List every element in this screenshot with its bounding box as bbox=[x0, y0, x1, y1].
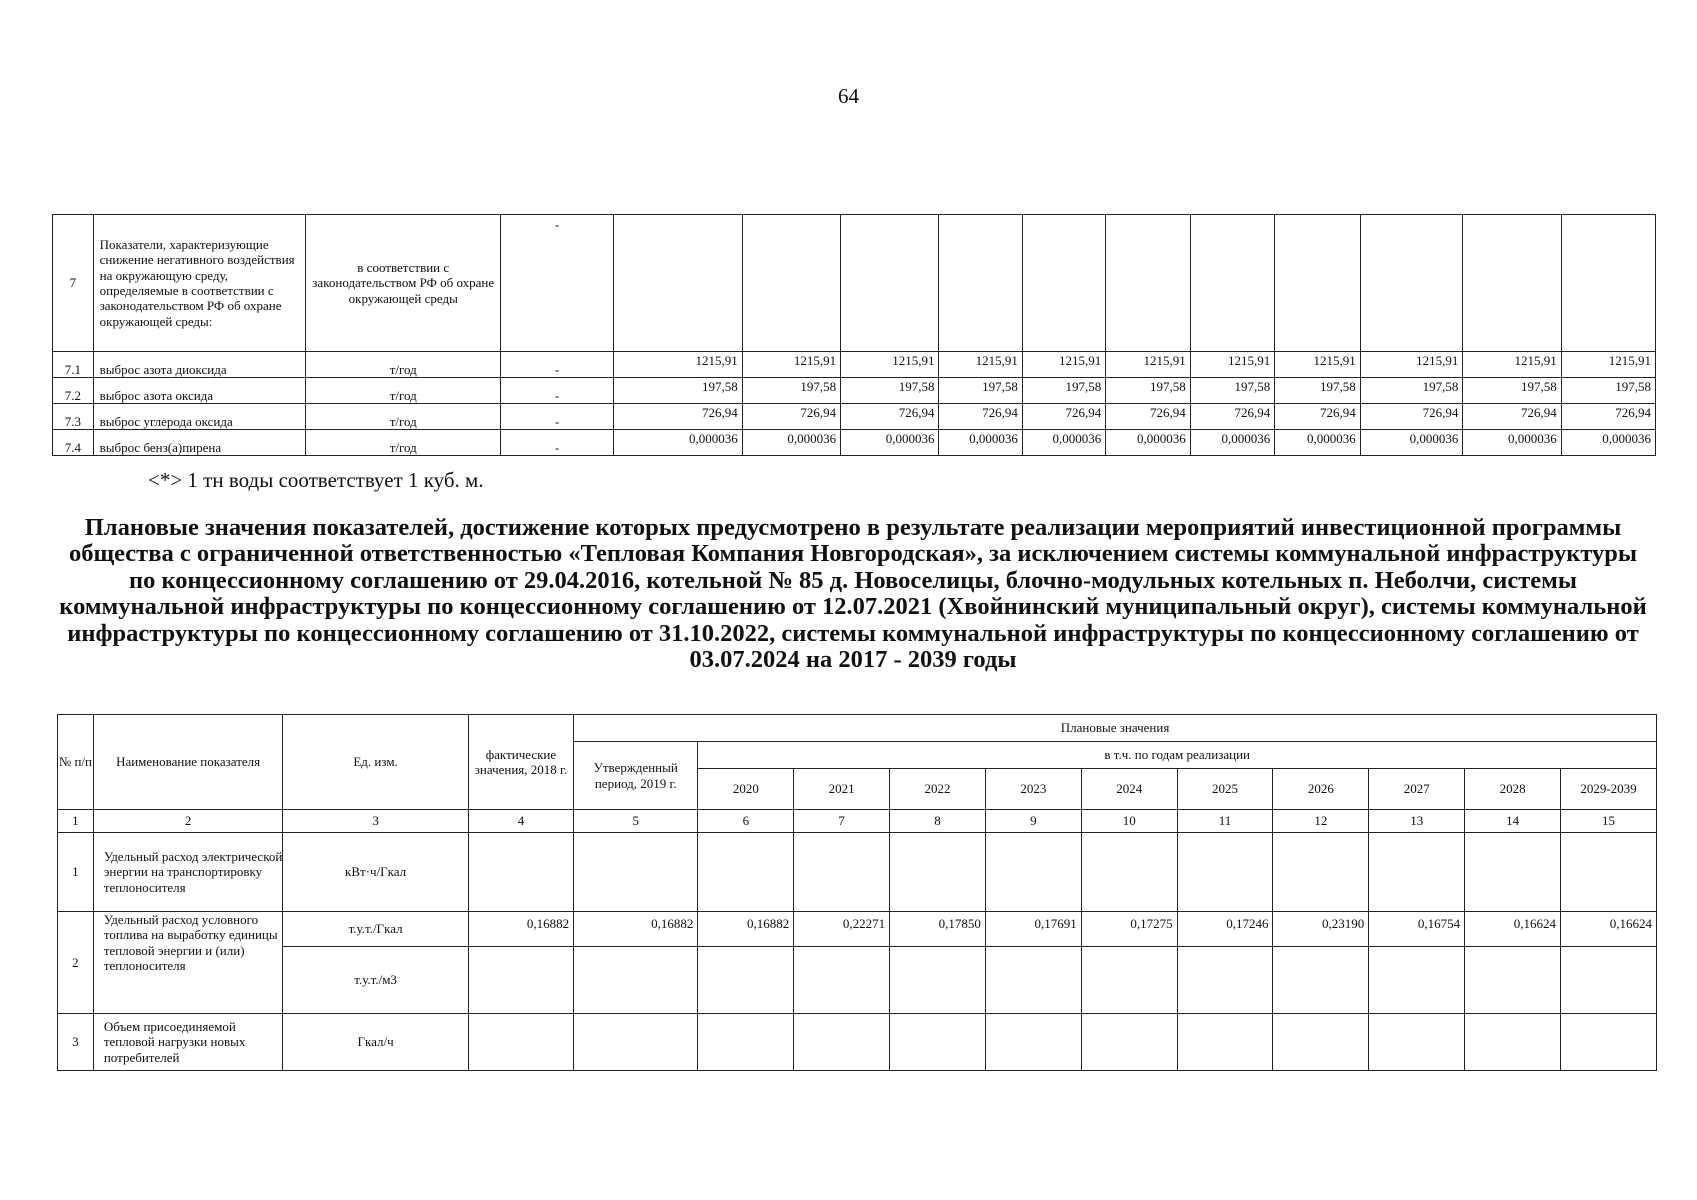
row-name: Удельный расход условного топлива на выработку единицы тепловой энергии и (или) теплоносителя bbox=[93, 912, 283, 1014]
value-cell: 726,94 bbox=[1275, 404, 1361, 430]
column-index: 15 bbox=[1560, 810, 1656, 833]
page-number: 64 bbox=[838, 84, 859, 108]
value-cell: 0,000036 bbox=[742, 430, 840, 456]
value-cell: 197,58 bbox=[939, 378, 1022, 404]
value-cell: 726,94 bbox=[1190, 404, 1274, 430]
cell-fact: 0,16882 bbox=[468, 912, 573, 947]
row-unit: Гкал/ч bbox=[283, 1014, 468, 1071]
cell bbox=[985, 833, 1081, 912]
value-cell: 0,17246 bbox=[1177, 912, 1273, 947]
header-planned: Плановые значения bbox=[574, 715, 1657, 742]
value-cell: 0,000036 bbox=[1190, 430, 1274, 456]
cell bbox=[468, 833, 573, 912]
cell bbox=[574, 947, 698, 1014]
row-unit: в соответствии с законодательством РФ об охране окружающей среды bbox=[306, 215, 501, 352]
table-row bbox=[53, 378, 1656, 404]
cell bbox=[890, 1014, 986, 1071]
value-cell: 197,58 bbox=[1360, 378, 1463, 404]
header-approved: Утвержденный период, 2019 г. bbox=[574, 742, 698, 810]
cell bbox=[1081, 947, 1177, 1014]
header-name: Наименование показателя bbox=[93, 715, 283, 810]
cell bbox=[794, 833, 890, 912]
value-cell: 197,58 bbox=[1022, 378, 1105, 404]
value-cell: 1215,91 bbox=[614, 352, 742, 378]
value-cell: 726,94 bbox=[939, 404, 1022, 430]
value-cell bbox=[1561, 215, 1655, 352]
value-cell: 0,16624 bbox=[1560, 912, 1656, 947]
value-cell: 726,94 bbox=[742, 404, 840, 430]
value-cell: 1215,91 bbox=[1190, 352, 1274, 378]
table-row bbox=[53, 430, 1656, 456]
header-year: 2021 bbox=[794, 769, 890, 810]
value-cell bbox=[1360, 215, 1463, 352]
value-cell: 0,000036 bbox=[1360, 430, 1463, 456]
row-unit: т/год bbox=[306, 430, 501, 456]
row-num: 3 bbox=[58, 1014, 94, 1071]
header-fact: фактические значения, 2018 г. bbox=[468, 715, 573, 810]
value-cell: 197,58 bbox=[1561, 378, 1655, 404]
cell bbox=[1081, 833, 1177, 912]
value-cell: 0,16624 bbox=[1465, 912, 1561, 947]
row-name: выброс азота оксида bbox=[93, 378, 306, 404]
cell bbox=[1273, 947, 1369, 1014]
value-cell bbox=[614, 215, 742, 352]
value-cell: 726,94 bbox=[614, 404, 742, 430]
value-cell bbox=[1275, 215, 1361, 352]
value-cell: 726,94 bbox=[1561, 404, 1655, 430]
value-cell: 0,000036 bbox=[1275, 430, 1361, 456]
row-name: выброс азота диоксида bbox=[93, 352, 306, 378]
value-cell: 197,58 bbox=[1275, 378, 1361, 404]
value-cell: 0,23190 bbox=[1273, 912, 1369, 947]
value-cell: 0,000036 bbox=[1561, 430, 1655, 456]
column-index: 3 bbox=[283, 810, 468, 833]
cell bbox=[1560, 833, 1656, 912]
column-index: 9 bbox=[985, 810, 1081, 833]
header-num: № п/п bbox=[58, 715, 94, 810]
row-unit: т/год bbox=[306, 352, 501, 378]
row-num: 1 bbox=[58, 833, 94, 912]
value-cell: 1215,91 bbox=[742, 352, 840, 378]
cell bbox=[698, 1014, 794, 1071]
header-year: 2027 bbox=[1369, 769, 1465, 810]
value-cell: 1215,91 bbox=[1022, 352, 1105, 378]
cell bbox=[468, 1014, 573, 1071]
value-cell: 726,94 bbox=[1360, 404, 1463, 430]
value-cell: 1215,91 bbox=[1463, 352, 1561, 378]
cell bbox=[1273, 833, 1369, 912]
cell-approved: 0,16882 bbox=[574, 912, 698, 947]
footnote: <*> 1 тн воды соответствует 1 куб. м. bbox=[148, 468, 484, 492]
value-cell: 0,16754 bbox=[1369, 912, 1465, 947]
header-year: 2023 bbox=[985, 769, 1081, 810]
value-cell bbox=[939, 215, 1022, 352]
cell bbox=[698, 947, 794, 1014]
cell bbox=[1273, 1014, 1369, 1071]
cell bbox=[1465, 833, 1561, 912]
value-cell bbox=[742, 215, 840, 352]
section-heading: Плановые значения показателей, достижение которых предусмотрено в результате реализации мероприятий инвестиционной программы общества с ограниченной ответственностью «Тепловая Компания Новгородская», за исключением системы коммунальной инфраструктуры по концессионному соглашению от 29.04.2016, котельной № 85 д. Новоселицы, блочно-модульных котельных п. Неболчи, системы коммунальной инфраструктуры по концессионному соглашению от 12.07.2021 (Хвойнинский муниципальный округ), системы коммунальной инфраструктуры по концессионному соглашению от 31.10.2022, системы коммунальной инфраструктуры по концессионному соглашению от 03.07.2024 на 2017 - 2039 годы bbox=[59, 514, 1647, 674]
value-cell: 726,94 bbox=[1463, 404, 1561, 430]
value-cell: 1215,91 bbox=[1106, 352, 1190, 378]
column-index: 4 bbox=[468, 810, 573, 833]
value-cell bbox=[1106, 215, 1190, 352]
cell bbox=[890, 833, 986, 912]
table-row bbox=[53, 215, 1656, 352]
cell bbox=[1369, 833, 1465, 912]
value-cell: 1215,91 bbox=[939, 352, 1022, 378]
row-name: выброс углерода оксида bbox=[93, 404, 306, 430]
cell bbox=[574, 833, 698, 912]
column-index: 2 bbox=[93, 810, 283, 833]
value-cell: 0,22271 bbox=[794, 912, 890, 947]
value-cell: 0,000036 bbox=[841, 430, 939, 456]
cell bbox=[1177, 947, 1273, 1014]
row-name: Показатели, характеризующие снижение негативного воздействия на окружающую среду, определяемые в соответствии с законодательством РФ об охране окружающей среды: bbox=[93, 215, 306, 352]
header-year: 2025 bbox=[1177, 769, 1273, 810]
value-cell: 0,17850 bbox=[890, 912, 986, 947]
cell bbox=[794, 947, 890, 1014]
column-index: 8 bbox=[890, 810, 986, 833]
row-unit: кВт·ч/Гкал bbox=[283, 833, 468, 912]
cell bbox=[794, 1014, 890, 1071]
cell bbox=[468, 947, 573, 1014]
cell bbox=[1560, 1014, 1656, 1071]
row-num: 2 bbox=[58, 912, 94, 1014]
row-unit: т/год bbox=[306, 404, 501, 430]
column-index: 14 bbox=[1465, 810, 1561, 833]
header-year: 2029-2039 bbox=[1560, 769, 1656, 810]
row-unit: т.у.т./Гкал bbox=[283, 912, 468, 947]
cell bbox=[1369, 947, 1465, 1014]
column-index: 6 bbox=[698, 810, 794, 833]
header-year: 2020 bbox=[698, 769, 794, 810]
value-cell bbox=[1022, 215, 1105, 352]
row-name: выброс бенз(а)пирена bbox=[93, 430, 306, 456]
row-num: 7.4 bbox=[53, 430, 94, 456]
header-year: 2026 bbox=[1273, 769, 1369, 810]
column-index: 1 bbox=[58, 810, 94, 833]
value-cell: 0,000036 bbox=[1463, 430, 1561, 456]
row-num: 7.1 bbox=[53, 352, 94, 378]
row-fact: - bbox=[501, 215, 614, 352]
value-cell: 0,000036 bbox=[614, 430, 742, 456]
value-cell: 0,000036 bbox=[1106, 430, 1190, 456]
cell bbox=[1177, 1014, 1273, 1071]
cell bbox=[1465, 1014, 1561, 1071]
row-num: 7 bbox=[53, 215, 94, 352]
row-fact: - bbox=[501, 352, 614, 378]
cell bbox=[985, 1014, 1081, 1071]
cell bbox=[1369, 1014, 1465, 1071]
cell bbox=[1177, 833, 1273, 912]
column-index: 7 bbox=[794, 810, 890, 833]
row-fact: - bbox=[501, 404, 614, 430]
value-cell: 0,000036 bbox=[939, 430, 1022, 456]
column-index: 12 bbox=[1273, 810, 1369, 833]
row-unit: т/год bbox=[306, 378, 501, 404]
row-num: 7.2 bbox=[53, 378, 94, 404]
planned-values-table bbox=[57, 714, 1657, 1071]
header-year: 2022 bbox=[890, 769, 986, 810]
header-unit: Ед. изм. bbox=[283, 715, 468, 810]
value-cell: 0,17691 bbox=[985, 912, 1081, 947]
value-cell: 197,58 bbox=[1106, 378, 1190, 404]
cell bbox=[1560, 947, 1656, 1014]
cell bbox=[1081, 1014, 1177, 1071]
cell bbox=[890, 947, 986, 1014]
value-cell bbox=[841, 215, 939, 352]
table-row bbox=[53, 404, 1656, 430]
row-num: 7.3 bbox=[53, 404, 94, 430]
column-index: 5 bbox=[574, 810, 698, 833]
value-cell: 1215,91 bbox=[1275, 352, 1361, 378]
header-by-years: в т.ч. по годам реализации bbox=[698, 742, 1657, 769]
value-cell: 197,58 bbox=[742, 378, 840, 404]
column-index: 13 bbox=[1369, 810, 1465, 833]
header-year: 2024 bbox=[1081, 769, 1177, 810]
value-cell: 197,58 bbox=[1190, 378, 1274, 404]
column-index: 11 bbox=[1177, 810, 1273, 833]
value-cell: 0,000036 bbox=[1022, 430, 1105, 456]
cell bbox=[574, 1014, 698, 1071]
cell bbox=[985, 947, 1081, 1014]
value-cell: 726,94 bbox=[841, 404, 939, 430]
column-index: 10 bbox=[1081, 810, 1177, 833]
row-name: Объем присоединяемой тепловой нагрузки новых потребителей bbox=[93, 1014, 283, 1071]
value-cell: 726,94 bbox=[1106, 404, 1190, 430]
value-cell: 1215,91 bbox=[1360, 352, 1463, 378]
cell bbox=[1465, 947, 1561, 1014]
value-cell: 197,58 bbox=[1463, 378, 1561, 404]
row-name: Удельный расход электрической энергии на транспортировку теплоносителя bbox=[93, 833, 283, 912]
emissions-table bbox=[52, 214, 1656, 456]
value-cell bbox=[1190, 215, 1274, 352]
header-year: 2028 bbox=[1465, 769, 1561, 810]
value-cell bbox=[1463, 215, 1561, 352]
cell bbox=[698, 833, 794, 912]
value-cell: 0,16882 bbox=[698, 912, 794, 947]
value-cell: 726,94 bbox=[1022, 404, 1105, 430]
value-cell: 1215,91 bbox=[1561, 352, 1655, 378]
row-fact: - bbox=[501, 378, 614, 404]
value-cell: 197,58 bbox=[841, 378, 939, 404]
value-cell: 0,17275 bbox=[1081, 912, 1177, 947]
row-unit: т.у.т./м3 bbox=[283, 947, 468, 1014]
value-cell: 1215,91 bbox=[841, 352, 939, 378]
value-cell: 197,58 bbox=[614, 378, 742, 404]
table-row bbox=[53, 352, 1656, 378]
row-fact: - bbox=[501, 430, 614, 456]
